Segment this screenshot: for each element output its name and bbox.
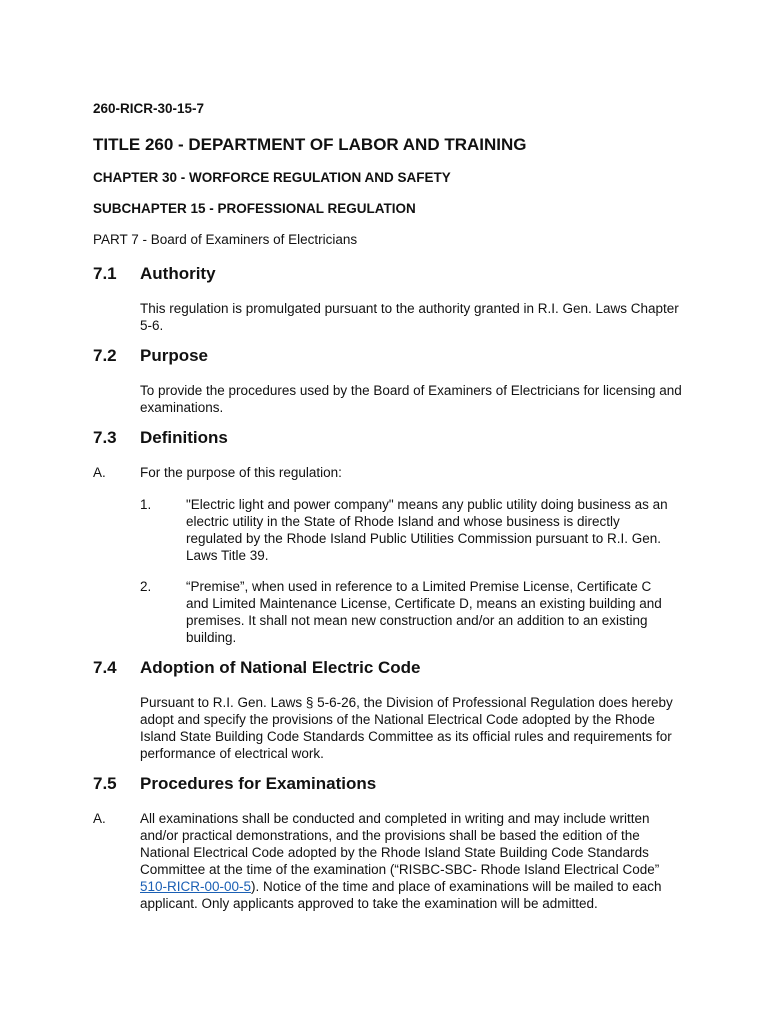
section-number: 7.4 — [93, 658, 117, 677]
purpose-paragraph: To provide the procedures used by the Board of Examiners of Electricians for licensing and examinations. — [140, 383, 682, 415]
section-heading-definitions — [93, 428, 228, 448]
regulation-reference: 260-RICR-30-15-7 — [93, 101, 205, 116]
section-title: Definitions — [140, 428, 228, 447]
definition-item-text: “Premise”, when used in reference to a Limited Premise License, Certificate C and Limited Maintenance License, Certificate D, means an existing building and premises. It shall not mean new construction and/or an addition to an existing building. — [186, 579, 662, 645]
section-number: 7.2 — [93, 346, 117, 365]
section-title: Procedures for Examinations — [140, 774, 377, 793]
section-heading-authority — [93, 264, 216, 284]
section-number: 7.5 — [93, 774, 117, 793]
definition-item-number: 1. — [140, 497, 152, 512]
definition-item-number: 2. — [140, 579, 152, 594]
section-title: Purpose — [140, 346, 209, 365]
definitions-intro: For the purpose of this regulation: — [140, 465, 342, 480]
section-number: 7.3 — [93, 428, 117, 447]
examinations-text-before: All examinations shall be conducted and completed in writing and may include written and/or practical demonstrations, and the provisions shall be based the edition of the National Electrical Code adopted by the Rhode Island State Building Code Standards Committee at the time of the examination (“RISBC-SBC- Rhode Island Electrical Code” — [140, 811, 660, 877]
ricr-reference-link[interactable]: 510-RICR-00-00-5 — [140, 879, 252, 894]
examinations-label: A. — [93, 811, 106, 826]
section-heading-adoption — [93, 658, 421, 678]
section-number: 7.1 — [93, 264, 117, 283]
section-heading-purpose — [93, 346, 208, 366]
authority-paragraph: This regulation is promulgated pursuant to the authority granted in R.I. Gen. Laws Chapter 5-6. — [140, 301, 679, 333]
subchapter-heading: SUBCHAPTER 15 - PROFESSIONAL REGULATION — [93, 201, 416, 216]
examinations-text-after: ). Notice of the time and place of examinations will be mailed to each applicant. Only applicants approved to take the examination will be admitted. — [140, 879, 662, 911]
chapter-heading: CHAPTER 30 - WORFORCE REGULATION AND SAFETY — [93, 170, 451, 185]
section-title: Authority — [140, 264, 216, 283]
part-heading: PART 7 - Board of Examiners of Electricians — [93, 232, 358, 247]
definitions-label: A. — [93, 465, 106, 480]
section-heading-examinations — [93, 774, 376, 794]
definition-item-text: "Electric light and power company" means any public utility doing business as an electric utility in the State of Rhode Island and whose business is directly regulated by the Rhode Island Public Utilities Commission pursuant to R.I. Gen. Laws Title 39. — [186, 497, 668, 563]
examinations-paragraph — [140, 810, 685, 912]
adoption-paragraph: Pursuant to R.I. Gen. Laws § 5-6-26, the Division of Professional Regulation does hereby adopt and specify the provisions of the National Electrical Code adopted by the Rhode Island State Building Code Standards Committee as its official rules and requirements for performance of electrical work. — [140, 695, 673, 761]
document-title: TITLE 260 - DEPARTMENT OF LABOR AND TRAINING — [93, 135, 527, 154]
section-title: Adoption of National Electric Code — [140, 658, 421, 677]
